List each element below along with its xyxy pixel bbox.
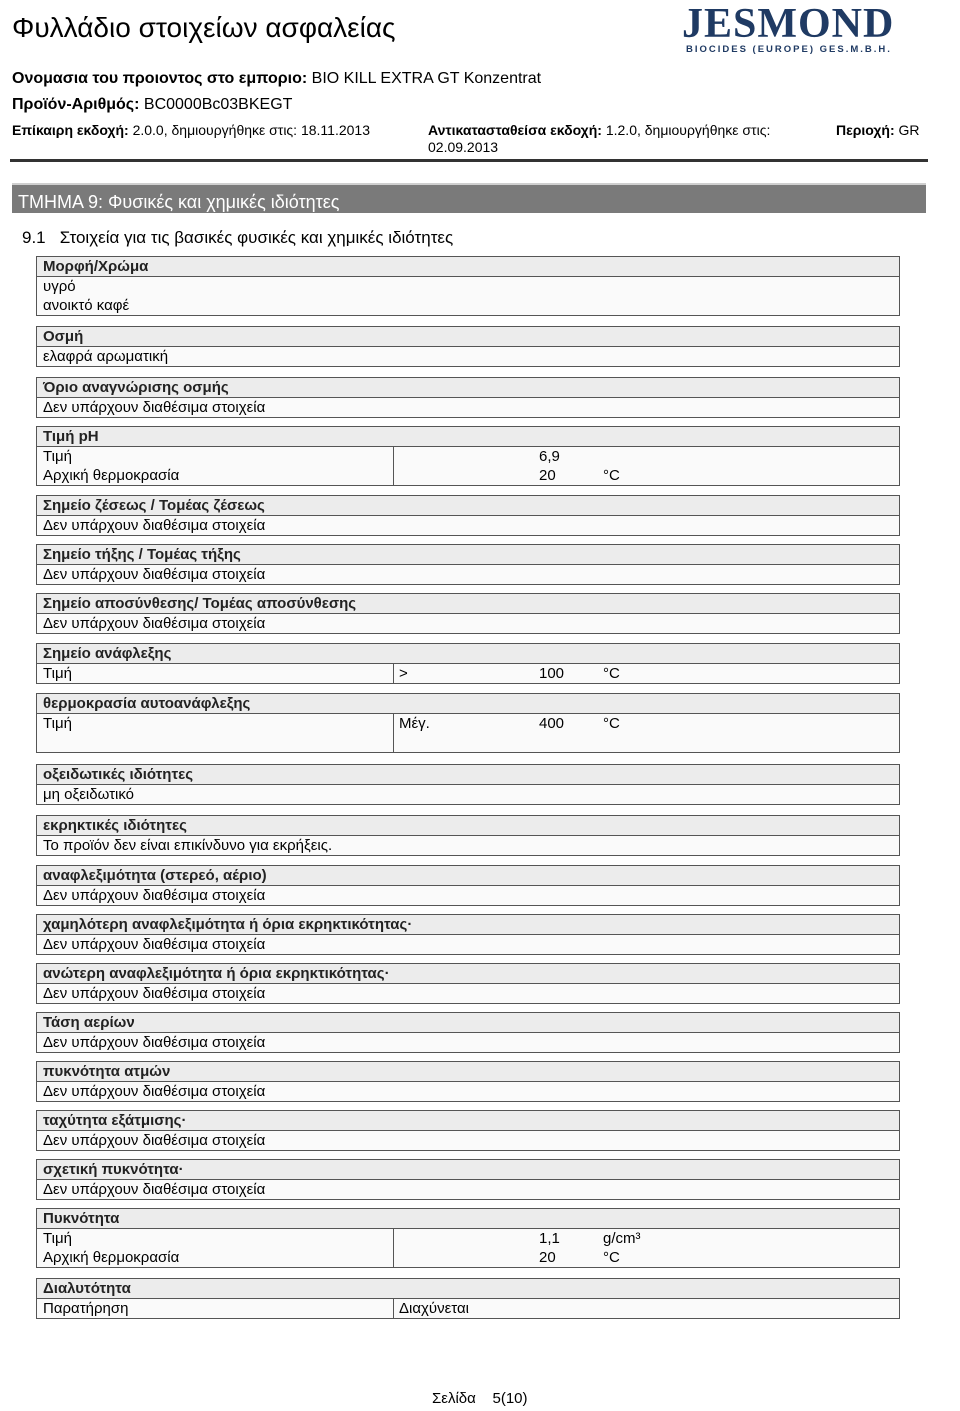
property-body (36, 347, 900, 367)
property-row-label: Αρχική θερμοκρασία (43, 467, 180, 484)
property-row (37, 1248, 899, 1267)
property-block (36, 963, 900, 1004)
property-row (37, 984, 899, 1003)
property-block (36, 764, 900, 805)
property-title: Όριο αναγνώρισης οσμής (36, 377, 900, 398)
property-title: Σημείο ανάφλεξης (36, 643, 900, 664)
property-row (37, 447, 899, 466)
property-row-value: 400 (539, 715, 565, 732)
property-title: χαμηλότερη αναφλεξιμότητα ή όρια εκρηκτικότητας· (36, 914, 900, 935)
property-row (37, 1131, 899, 1150)
property-row (37, 1180, 899, 1199)
property-row-unit: °C (603, 665, 620, 682)
property-row-label: μη οξειδωτικό (43, 786, 134, 803)
property-row-label: Δεν υπάρχουν διαθέσιμα στοιχεία (43, 985, 266, 1002)
property-title: σχετική πυκνότητα· (36, 1159, 900, 1180)
region-value: GR (898, 122, 920, 138)
document-title: Φυλλάδιο στοιχείων ασφαλείας (12, 12, 396, 43)
current-version (12, 122, 370, 138)
property-row-label: Δεν υπάρχουν διαθέσιμα στοιχεία (43, 936, 266, 953)
property-row-label: Δεν υπάρχουν διαθέσιμα στοιχεία (43, 1132, 266, 1149)
property-title: Οσμή (36, 326, 900, 347)
property-row (37, 664, 899, 683)
property-body (36, 398, 900, 418)
current-version-label: Επίκαιρη εκδοχή: (12, 122, 129, 138)
property-block (36, 426, 900, 486)
property-block (36, 326, 900, 367)
property-title: Τιμή pH (36, 426, 900, 447)
property-row-label: Αρχική θερμοκρασία (43, 1249, 180, 1266)
property-row (37, 714, 899, 733)
property-row (37, 886, 899, 905)
property-body (36, 935, 900, 955)
product-number-value: BC0000Bc03BKEGT (143, 96, 293, 113)
property-block (36, 693, 900, 753)
section-title-bar: ΤΜΗΜΑ 9: Φυσικές και χημικές ιδιότητες (12, 183, 926, 213)
replaced-version-value: 1.2.0, δημιουργήθηκε στις: (605, 122, 771, 138)
subsection-title: 9.1 Στοιχεία για τις βασικές φυσικές και χημικές ιδιότητες (22, 228, 454, 247)
property-row-label: Τιμή (43, 715, 72, 732)
replaced-version-label: Αντικατασταθείσα εκδοχή: (428, 122, 602, 138)
product-number-line (12, 96, 292, 114)
replaced-version (428, 122, 770, 138)
property-block (36, 593, 900, 634)
property-row-label: ελαφρά αρωματική (43, 348, 169, 365)
property-title: Σημείο ζέσεως / Τομέας ζέσεως (36, 495, 900, 516)
property-block (36, 1208, 900, 1268)
property-title: εκρηκτικές ιδιότητες (36, 815, 900, 836)
property-block (36, 377, 900, 418)
property-row-qualifier: Διαχύνεται (399, 1300, 470, 1317)
property-body (36, 614, 900, 634)
property-row-label: Το προϊόν δεν είναι επικίνδυνο για εκρήξεις. (43, 837, 333, 854)
property-row-unit: g/cm³ (603, 1230, 641, 1247)
property-row-qualifier: > (399, 665, 408, 682)
property-block (36, 544, 900, 585)
product-number-label: Προϊόν-Αριθμός: (12, 96, 140, 113)
property-title: Πυκνότητα (36, 1208, 900, 1229)
page-number: 5(10) (492, 1390, 528, 1407)
property-row (37, 565, 899, 584)
property-body (36, 1033, 900, 1053)
replaced-version-date: 02.09.2013 (428, 139, 499, 155)
region (836, 122, 920, 138)
property-title: ανώτερη αναφλεξιμότητα ή όρια εκρηκτικότητας· (36, 963, 900, 984)
current-version-value: 2.0.0, δημιουργήθηκε στις: 18.11.2013 (132, 122, 370, 138)
property-row (37, 466, 899, 485)
property-row-label: Τιμή (43, 665, 72, 682)
property-row-label: Δεν υπάρχουν διαθέσιμα στοιχεία (43, 1083, 266, 1100)
property-body (36, 984, 900, 1004)
property-row-label: υγρό (43, 278, 76, 295)
property-title: Σημείο αποσύνθεσης/ Τομέας αποσύνθεσης (36, 593, 900, 614)
property-body (36, 1180, 900, 1200)
property-block (36, 643, 900, 684)
property-title: πυκνότητα ατμών (36, 1061, 900, 1082)
property-body (36, 714, 900, 753)
property-row (37, 1033, 899, 1052)
property-row-label: Δεν υπάρχουν διαθέσιμα στοιχεία (43, 615, 266, 632)
property-block (36, 1061, 900, 1102)
region-label: Περιοχή: (836, 122, 895, 138)
property-row (37, 296, 899, 315)
header-divider (10, 159, 928, 162)
property-title: Μορφή/Χρώμα (36, 256, 900, 277)
property-block (36, 815, 900, 856)
property-row (37, 1299, 899, 1318)
property-body (36, 277, 900, 316)
property-row-value: 100 (539, 665, 565, 682)
property-row-value: 6,9 (539, 448, 560, 465)
property-row-unit: °C (603, 467, 620, 484)
property-row (37, 614, 899, 633)
property-body (36, 836, 900, 856)
property-title: οξειδωτικές ιδιότητες (36, 764, 900, 785)
property-block (36, 1110, 900, 1151)
property-row-label: Δεν υπάρχουν διαθέσιμα στοιχεία (43, 566, 266, 583)
property-row-label: Δεν υπάρχουν διαθέσιμα στοιχεία (43, 399, 266, 416)
property-block (36, 1278, 900, 1319)
property-title: ταχύτητα εξάτμισης· (36, 1110, 900, 1131)
property-row-unit: °C (603, 1249, 620, 1266)
property-block (36, 865, 900, 906)
property-row-value: 1,1 (539, 1230, 560, 1247)
property-title: Διαλυτότητα (36, 1278, 900, 1299)
property-row-label: Δεν υπάρχουν διαθέσιμα στοιχεία (43, 1034, 266, 1051)
property-row (37, 785, 899, 804)
property-row-value: 20 (539, 467, 556, 484)
property-row (37, 935, 899, 954)
property-body (36, 447, 900, 486)
property-row (37, 1229, 899, 1248)
property-row-label: Παρατήρηση (43, 1300, 129, 1317)
property-row (37, 733, 899, 752)
property-row (37, 398, 899, 417)
property-row-label: Τιμή (43, 1230, 72, 1247)
property-body (36, 1299, 900, 1319)
property-row (37, 836, 899, 855)
property-body (36, 664, 900, 684)
company-logo-subtitle: BIOCIDES (EUROPE) GES.M.B.H. (686, 44, 892, 55)
property-body (36, 565, 900, 585)
property-row (37, 516, 899, 535)
company-logo: JESMOND (682, 1, 895, 47)
property-title: Σημείο τήξης / Τομέας τήξης (36, 544, 900, 565)
product-name-value: BIO KILL EXTRA GT Konzentrat (311, 70, 542, 87)
property-body (36, 516, 900, 536)
property-row (37, 277, 899, 296)
property-row-unit: °C (603, 715, 620, 732)
property-row (37, 347, 899, 366)
property-body (36, 785, 900, 805)
property-row-value: 20 (539, 1249, 556, 1266)
property-body (36, 1082, 900, 1102)
page-label: Σελίδα (432, 1390, 476, 1407)
property-body (36, 1229, 900, 1268)
product-name-label: Ονομασια του προιοντος στο εμποριο: (12, 70, 308, 87)
property-block (36, 256, 900, 316)
property-row-label: Δεν υπάρχουν διαθέσιμα στοιχεία (43, 887, 266, 904)
property-body (36, 1131, 900, 1151)
property-row-label: ανοικτό καφέ (43, 297, 130, 314)
property-title: θερμοκρασία αυτοανάφλεξης (36, 693, 900, 714)
product-name-line (12, 70, 541, 88)
property-block (36, 914, 900, 955)
property-row (37, 1082, 899, 1101)
property-row-label: Δεν υπάρχουν διαθέσιμα στοιχεία (43, 517, 266, 534)
property-block (36, 495, 900, 536)
property-row-label: Τιμή (43, 448, 72, 465)
property-row-label: Δεν υπάρχουν διαθέσιμα στοιχεία (43, 1181, 266, 1198)
property-block (36, 1012, 900, 1053)
property-body (36, 886, 900, 906)
page-footer (432, 1390, 528, 1407)
property-block (36, 1159, 900, 1200)
property-row-qualifier: Μέγ. (399, 715, 430, 732)
property-title: αναφλεξιμότητα (στερεό, αέριο) (36, 865, 900, 886)
property-title: Τάση αερίων (36, 1012, 900, 1033)
